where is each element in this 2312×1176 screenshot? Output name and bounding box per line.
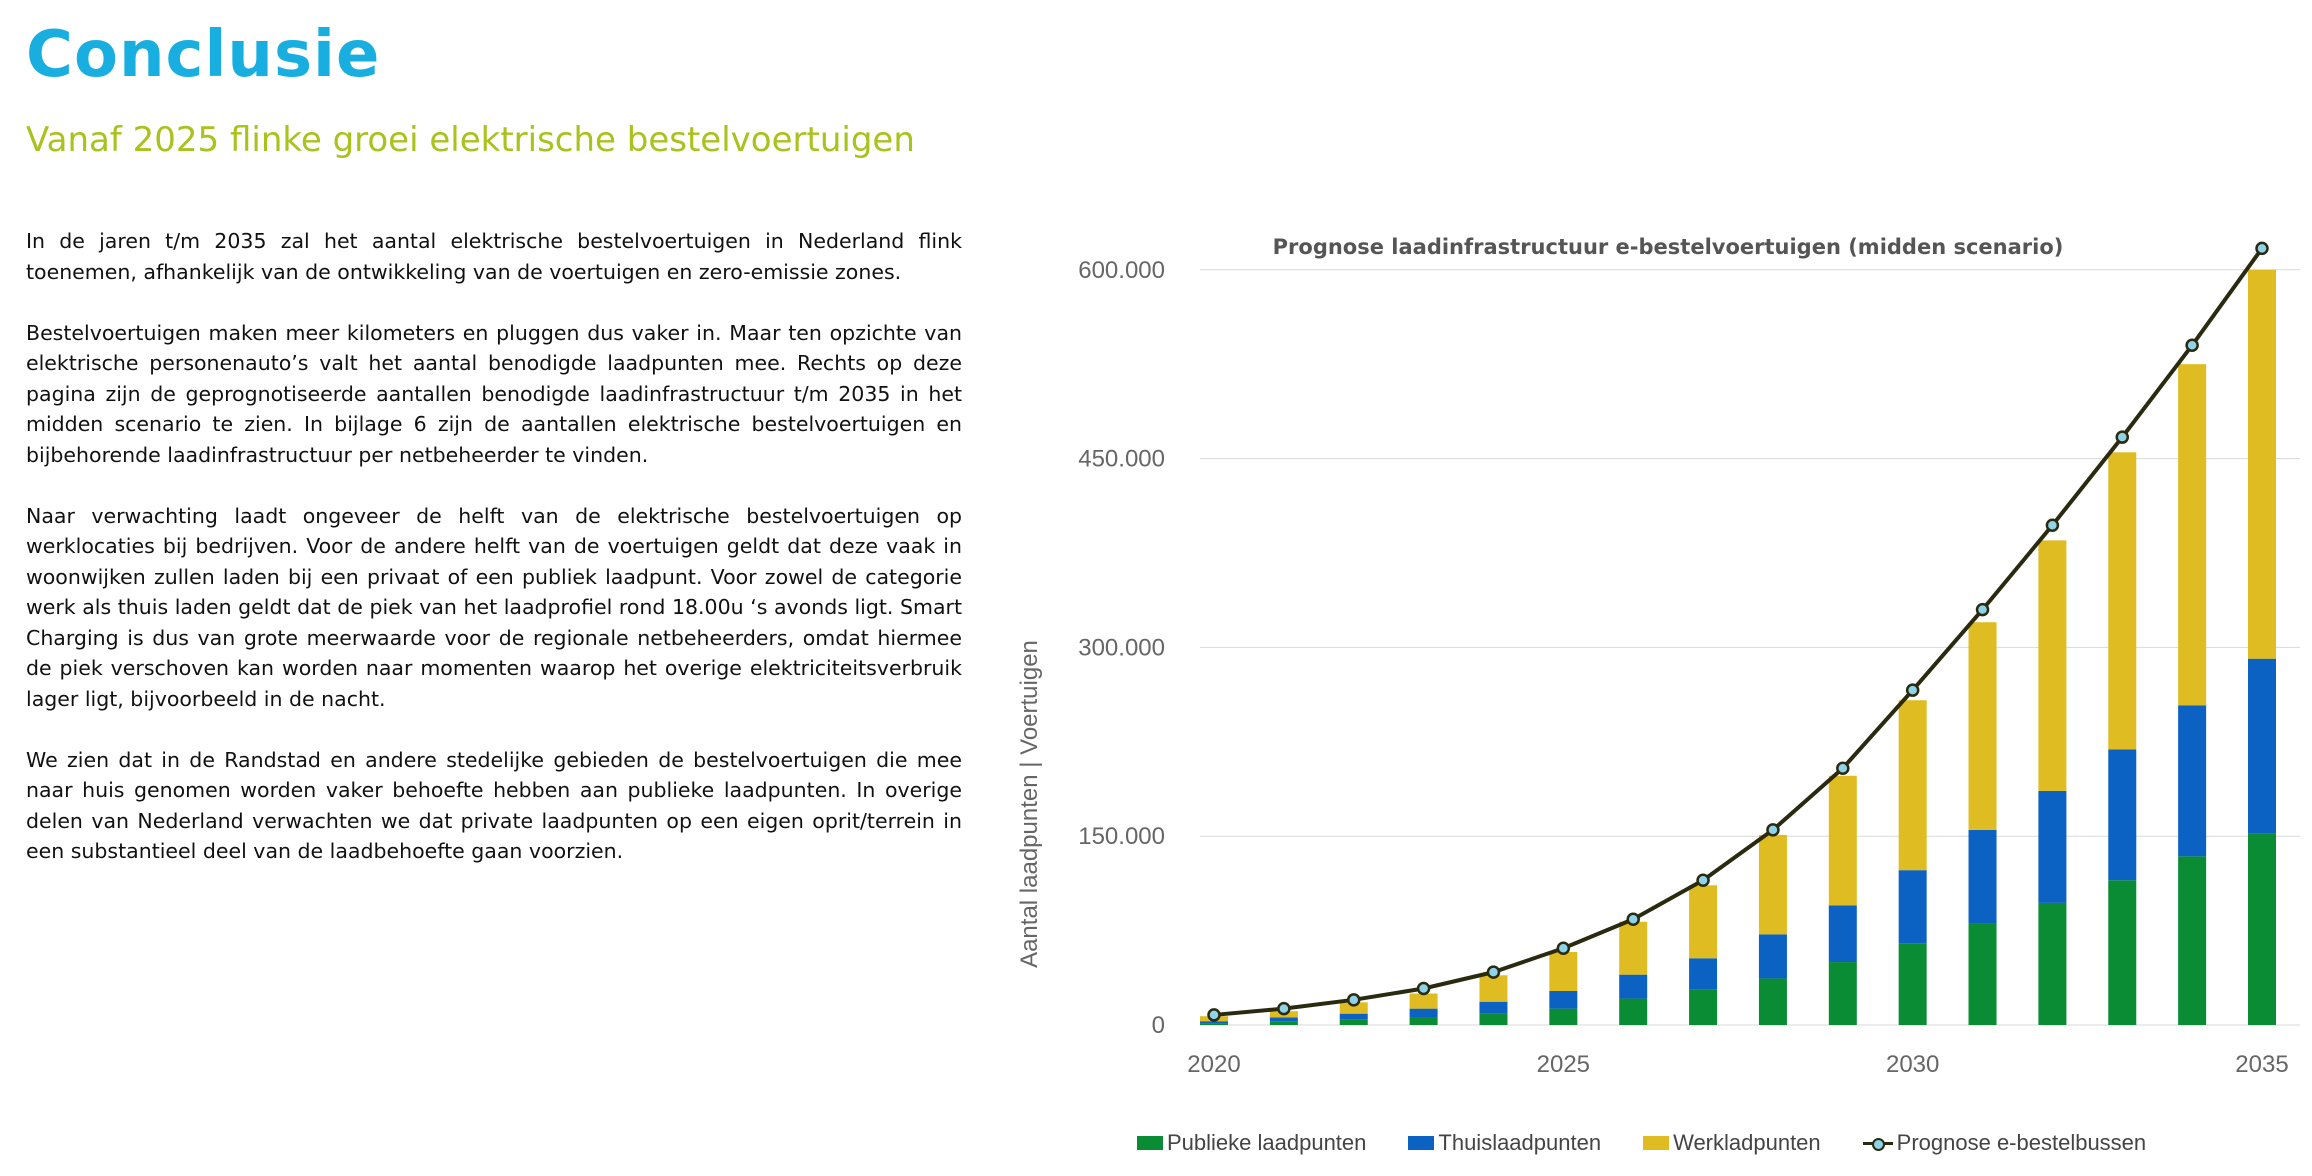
bar-segment [2248,659,2276,834]
forecast-point [2257,243,2268,254]
bar-segment [2248,834,2276,1025]
bar-segment [1899,943,1927,1025]
legend-item-werk [1643,1130,1821,1156]
y-tick-label: 300.000 [1078,634,1165,662]
legend-swatch [1643,1136,1669,1150]
bar-segment [1689,885,1717,958]
bar-segment [1549,1009,1577,1025]
bar-segment [1479,1002,1507,1014]
bar-segment [1829,905,1857,962]
bar-segment [1829,962,1857,1025]
chart-legend [1137,1130,2188,1156]
bar-segment [2178,856,2206,1025]
bar-segment [1759,978,1787,1025]
bar-segment [1410,994,1438,1009]
legend-swatch [1408,1136,1434,1150]
bar-segment [2038,791,2066,903]
bar-segment [1410,1017,1438,1025]
page-subtitle: Vanaf 2025 flinke groei elektrische bestelvoertuigen [26,120,915,160]
bar-segment [1969,622,1997,830]
bar-segment [1899,700,1927,870]
forecast-point [1767,824,1778,835]
chart-title: Prognose laadinfrastructuur e-bestelvoertuigen (midden scenario) [1272,235,2064,259]
bar-segment [1479,975,1507,1001]
forecast-point [1837,763,1848,774]
legend-label: Prognose e-bestelbussen [1896,1130,2147,1155]
x-tick-label: 2020 [1187,1051,1241,1078]
body-text [26,226,962,897]
legend-label: Werkladpunten [1673,1130,1821,1155]
bar-segment [1689,958,1717,989]
bar-segment [1619,975,1647,999]
paragraph-3: Naar verwachting laadt ongeveer de helft van de elektrische bestelvoertuigen op werklocaties bij bedrijven. Voor de andere helft van de voertuigen geldt dat deze vaak in woonwijken zullen laden bij een privaat of een publiek laadpunt. Voor zowel de categorie werk als thuis laden geldt dat de piek van het laadprofiel rond 18.00u ‘s avonds ligt. Smart Charging is dus van grote meerwaarde voor de regionale netbeheerders, omdat hiermee de piek verschoven kan worden naar momenten waarop het overige elektriciteitsverbruik lager ligt, bijvoorbeeld in de nacht. [26,503,962,711]
bar-segment [1969,830,1997,923]
forecast-polyline [1214,248,2262,1015]
bar-segment [1549,991,1577,1009]
y-tick-label: 150.000 [1078,823,1165,851]
page-title: Conclusie [26,18,381,92]
forecast-point [2047,520,2058,531]
y-tick-label: 0 [1151,1012,1165,1039]
forecast-point [1907,685,1918,696]
bar-segment [1410,1009,1438,1018]
bar-segment [2108,749,2136,880]
bar-segment [1340,1019,1368,1025]
legend-label: Publieke laadpunten [1167,1130,1367,1155]
y-axis-label: Aantal laadpunten | Voertuigen [1016,640,1043,968]
bar-segment [2178,364,2206,705]
bar-segment [2108,880,2136,1025]
bar-segment [1270,1021,1298,1025]
legend-item-prognose [1863,1130,2147,1156]
bar-segment [2038,540,2066,790]
x-tick-label: 2035 [2235,1051,2289,1078]
chart [1000,212,2300,1172]
bar-segment [1619,999,1647,1025]
chart-svg [1000,212,2300,1112]
legend-label: Thuislaadpunten [1438,1130,1602,1155]
bar-segment [1200,1023,1228,1025]
bar-segment [1479,1014,1507,1025]
y-tick-label: 450.000 [1078,445,1165,473]
legend-item-thuis [1408,1130,1601,1156]
forecast-point [1418,983,1429,994]
bar-segment [1759,835,1787,934]
forecast-point [2187,340,2198,351]
bar-segment [1689,990,1717,1025]
forecast-point [1488,967,1499,978]
paragraph-2: Bestelvoertuigen maken meer kilometers en pluggen dus vaker in. Maar ten opzichte van elektrische personenauto’s valt het aantal benodigde laadpunten mee. Rechts op deze pagina zijn de geprognotiseerde aantallen benodigde laadinfrastructuur t/m 2035 in het midden scenario te zien. In bijlage 6 zijn de aantallen elektrische bestelvoertuigen en bijbehorende laadinfrastructuur per netbeheerder te vinden. [26,320,962,467]
legend-line-icon [1863,1136,1893,1150]
forecast-point [2117,432,2128,443]
bar-segment [2108,452,2136,749]
bar-segment [1829,776,1857,906]
y-tick-label: 600.000 [1078,256,1165,284]
y-tick-labels [1078,257,1165,1039]
bar-segment [1899,870,1927,943]
forecast-point [1628,914,1639,925]
forecast-point [1558,943,1569,954]
x-tick-labels [1187,1051,2288,1078]
bar-segment [2038,903,2066,1025]
bar-segment [1969,923,1997,1025]
forecast-point [1698,875,1709,886]
paragraph-1: In de jaren t/m 2035 zal het aantal elektrische bestelvoertuigen in Nederland flink toenemen, afhankelijk van de ontwikkeling van de voertuigen en zero-emissie zones. [26,229,962,284]
x-tick-label: 2025 [1536,1051,1591,1078]
bar-segment [1619,922,1647,975]
bar-segment [2248,270,2276,659]
paragraph-4: We zien dat in de Randstad en andere stedelijke gebieden de bestelvoertuigen die mee naar huis genomen worden vaker behoefte hebben aan publieke laadpunten. In overige delen van Nederland verwachten we dat private laadpunten op een eigen oprit/terrein in een substantieel deel van de laadbehoefte gaan voorzien. [26,747,962,863]
forecast-point [1348,994,1359,1005]
forecast-point [1278,1003,1289,1014]
bar-segment [2178,705,2206,856]
x-tick-label: 2030 [1885,1051,1940,1078]
bar-segment [1549,952,1577,991]
legend-swatch [1137,1136,1163,1150]
forecast-point [1977,604,1988,615]
legend-item-publieke [1137,1130,1366,1156]
bar-segment [1270,1017,1298,1021]
bar-segment [1759,934,1787,978]
bar-segment [1340,1014,1368,1020]
forecast-point [1209,1009,1220,1020]
